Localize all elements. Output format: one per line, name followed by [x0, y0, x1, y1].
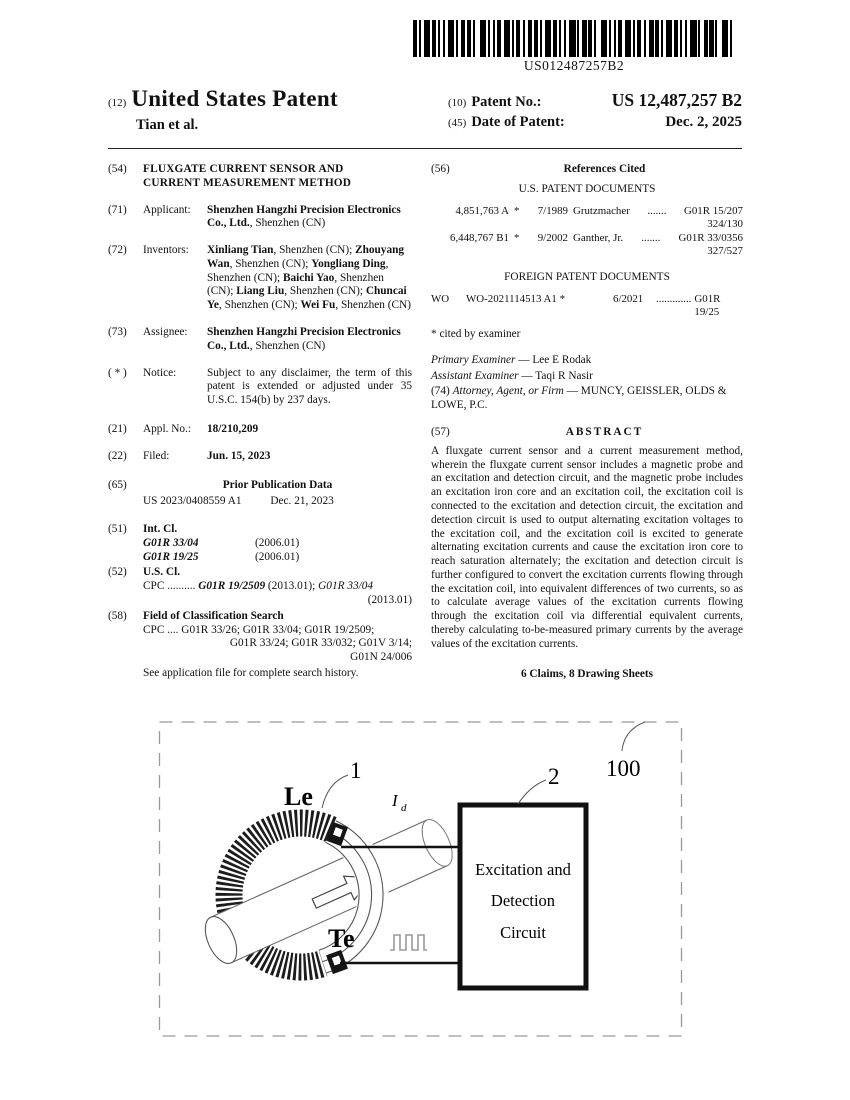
assignee-label: Assignee: — [143, 326, 188, 339]
label-1: 1 — [350, 758, 362, 783]
int-cl-heading: Int. Cl. — [143, 523, 178, 536]
section-58-field-search: (58) Field of Classification Search CPC .... G01R 33/26; G01R 33/04; G01R 19/2509; G01R 33/24; G01R 33/032; G01V 3/14; G01N 24/006 See application file for complete search history. — [108, 609, 412, 679]
section-51-int-cl: (51) Int. Cl. G01R 33/04 (2006.01) G01R 19/25 (2006.01) — [108, 523, 412, 564]
label-current-I: I — [392, 791, 398, 810]
abstract-heading: ABSTRACT — [565, 426, 644, 439]
header — [108, 86, 742, 134]
field-heading: Field of Classification Search — [143, 609, 284, 622]
patent-no-value: US 12,487,257 B2 — [611, 90, 742, 110]
applicant-value: Shenzhen Hangzhi Precision Electronics Co., Ltd., Shenzhen (CN) — [207, 203, 401, 230]
kind-code-num: (12) — [108, 97, 127, 109]
section-52-us-cl: (52) U.S. Cl. CPC .......... G01R 19/2509 (2013.01); G01R 33/04 (2013.01) — [108, 566, 412, 606]
us-ref-row: 4,851,763 A * 7/1989 Grutzmacher ....... G01R 15/207 — [455, 204, 743, 217]
foreign-ref-row: WO WO-2021114513 A1 * 6/2021 ............. G01R 19/25 — [431, 292, 721, 318]
box-text-line: Excitation and — [475, 860, 571, 879]
label-2: 2 — [548, 764, 560, 789]
us-ref-row: 6,448,767 B1 * 9/2002 Ganther, Jr. ....... G01R 33/0356 — [450, 232, 743, 245]
applicant-label: Applicant: — [143, 203, 191, 216]
inventors-label: Inventors: — [143, 244, 189, 257]
inventor-short-name: Tian et al. — [136, 117, 199, 133]
field-cpc-line: G01N 24/006 — [350, 651, 412, 664]
cpc-line-cont: (2013.01) — [367, 593, 412, 606]
int-cl-row: G01R 19/25 (2006.01) — [143, 550, 300, 563]
date-value: Dec. 2, 2025 — [665, 114, 742, 130]
leader-line-2 — [518, 780, 546, 804]
us-cl-heading: U.S. Cl. — [143, 566, 181, 579]
barcode-text: US012487257B2 — [523, 58, 625, 73]
section-22-filed: (22) Filed: Jun. 15, 2023 — [108, 450, 412, 464]
prior-pub-heading: Prior Publication Data — [222, 478, 333, 491]
cited-by-examiner-note: * cited by examiner — [431, 328, 521, 341]
claims-line: 6 Claims, 8 Drawing Sheets — [520, 667, 654, 680]
label-current-d: d — [401, 802, 407, 814]
leader-line-100 — [622, 722, 645, 751]
primary-examiner-line: Primary Examiner — Lee E Rodak — [431, 353, 592, 366]
label-Te: Te — [328, 924, 355, 953]
appl-no-value: 18/210,209 — [207, 422, 259, 435]
header-right — [448, 86, 742, 134]
box-text-line: Circuit — [500, 923, 546, 942]
patent-no-label: Patent No.: — [471, 94, 542, 110]
foreign-docs-heading: FOREIGN PATENT DOCUMENTS — [504, 270, 670, 283]
barcode — [406, 20, 742, 74]
assistant-examiner-line: Assistant Examiner — Taqi R Nasir — [431, 369, 593, 382]
filed-label: Filed: — [143, 449, 170, 462]
inventors-value: Xinliang Tian, Shenzhen (CN); Zhouyang Wan, Shenzhen (CN); Yongliang Ding, Shenzhen (CN); Baichi Yao, Shenzhen (CN); Liang Liu, Shenzhen (CN); Chuncai Ye, Shenzhen (CN); Wei Fu, Shenzhen (CN) — [207, 244, 411, 312]
attorney-line: (74) Attorney, Agent, or Firm — MUNCY, GEISSLER, OLDS & LOWE, P.C. — [431, 385, 727, 412]
notice-label: Notice: — [143, 366, 177, 379]
section-54-title: (54) FLUXGATE CURRENT SENSOR AND CURRENT MEASUREMENT METHOD — [108, 163, 412, 191]
fluxgate-sensor-diagram — [158, 720, 684, 1038]
section-73-assignee: (73) Assignee: Shenzhen Hangzhi Precision Electronics Co., Ltd., Shenzhen (CN) — [108, 326, 412, 354]
section-71-applicant: (71) Applicant: Shenzhen Hangzhi Precision Electronics Co., Ltd., Shenzhen (CN) — [108, 204, 412, 232]
pub-number: US 2023/0408559 A1 — [143, 495, 242, 508]
box-text-line: Detection — [490, 891, 556, 910]
notice-text: Subject to any disclaimer, the term of this patent is extended or adjusted under 35 U.S.C. 154(b) by 237 days. — [207, 366, 412, 407]
section-65-prior-pub: (65) Prior Publication Data US 2023/0408559 A1 Dec. 21, 2023 — [108, 479, 412, 510]
us-ref-row-cont: 324/130 — [707, 217, 743, 230]
appl-no-label: Appl. No.: — [143, 422, 192, 435]
pub-date: Dec. 21, 2023 — [270, 495, 334, 508]
us-ref-row-cont: 327/527 — [707, 245, 743, 258]
page-title: United States Patent — [131, 86, 338, 111]
field-note: See application file for complete search history. — [143, 666, 359, 679]
barcode-image — [406, 20, 742, 57]
section-57-abstract: (57) ABSTRACT — [431, 426, 743, 440]
date-num: (45) — [448, 117, 467, 129]
leader-line-1 — [322, 775, 348, 808]
field-cpc-line: CPC .... G01R 33/26; G01R 33/04; G01R 19/2509; — [143, 623, 375, 636]
cpc-line: CPC .......... G01R 19/2509 (2013.01); G01R 33/04 — [143, 580, 374, 593]
patent-no-num: (10) — [448, 97, 467, 109]
figure-dashed-border — [160, 722, 682, 1036]
square-wave-icon — [390, 935, 427, 950]
us-patent-docs-heading: U.S. PATENT DOCUMENTS — [518, 182, 656, 195]
section-72-inventors: (72) Inventors: Xinliang Tian, Shenzhen (CN); Zhouyang Wan, Shenzhen (CN); Yongliang Ding, Shenzhen (CN); Baichi Yao, Shenzhen (CN); Liang Liu, Shenzhen (CN); Chuncai Ye, Shenzhen (CN); Wei Fu, Shenzhen (CN) — [108, 244, 411, 312]
header-rule — [108, 148, 742, 149]
header-left — [108, 86, 338, 134]
label-Le: Le — [284, 782, 313, 811]
date-label: Date of Patent: — [471, 114, 565, 130]
field-cpc-line: G01R 33/24; G01R 33/032; G01V 3/14; — [229, 637, 412, 650]
references-heading: References Cited — [563, 163, 646, 175]
section-notice: ( * ) Notice: Subject to any disclaimer, the term of this patent is extended or adjusted under 35 U.S.C. 154(b) by 237 days. — [108, 366, 412, 407]
invention-title: FLUXGATE CURRENT SENSOR AND CURRENT MEASUREMENT METHOD — [143, 163, 352, 189]
assignee-value: Shenzhen Hangzhi Precision Electronics Co., Ltd., Shenzhen (CN) — [207, 326, 401, 352]
section-21-appl-no: (21) Appl. No.: 18/210,209 — [108, 423, 412, 437]
int-cl-row: G01R 33/04 (2006.01) — [143, 536, 300, 549]
filed-value: Jun. 15, 2023 — [207, 449, 271, 462]
left-column — [108, 163, 412, 691]
figure-drawing — [158, 720, 684, 1038]
section-56-references: (56) References Cited — [431, 163, 743, 177]
abstract-text: A fluxgate current sensor and a current measurement method, wherein the fluxgate current sensor includes a magnetic probe and an excitation and detection circuit, and the magnetic probe includes an excitation iron core and an excitation coil, the excitation coil is connected to the excitation and detection circuit, the excitation and detection circuit is used to output alternating excitation voltages to the excitation coil, and the excitation coil is excited to generate alternating excitation currents and cause the excitation iron core to reach saturation alternately; the excitation and detection circuit is further configured to convert the excitation currents flowing through the excitation coil, into equivalent differences of two currents, so as to calculate average values of the excitation currents flowing through the excitation coil via differential equivalent currents, thereby calculating to-be-measured primary currents by the average values of the excitation currents. — [431, 444, 743, 650]
label-100: 100 — [606, 756, 641, 781]
right-column — [431, 163, 743, 681]
